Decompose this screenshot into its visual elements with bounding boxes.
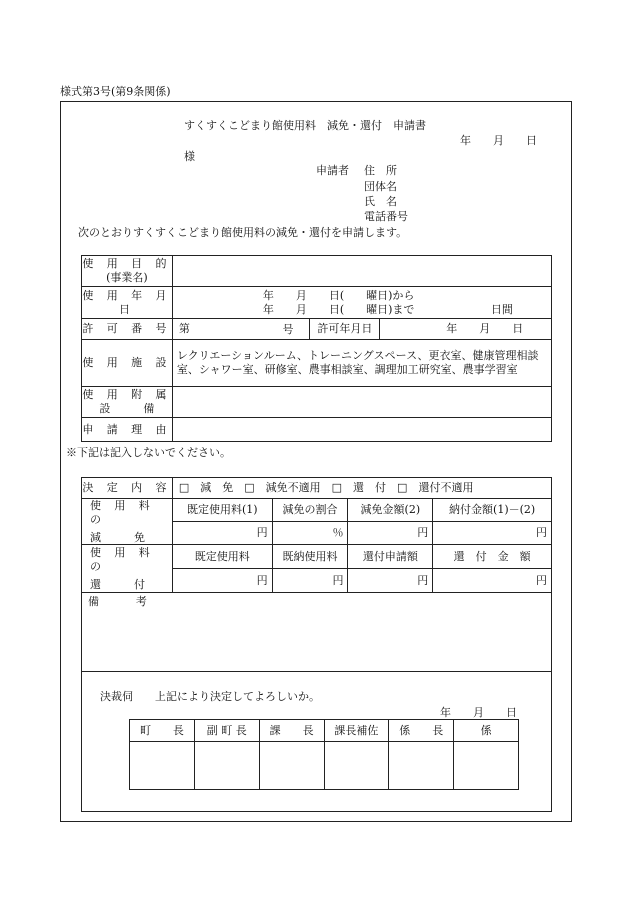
applicant-label: 申請者 [316,164,349,177]
refund-label: 使 用 料 の 還 付 [82,545,173,593]
permit-date-label: 許可年月日 [310,319,380,340]
approval-header: 町 長 [130,720,195,742]
remarks-label: 備 考 [88,595,152,609]
permit-number-input[interactable]: 第 号 [172,319,310,340]
applicant-address-label: 住 所 [364,164,397,177]
application-table [81,255,552,442]
equipment-row [82,387,552,418]
refund-header-row [82,545,552,569]
remarks-cell[interactable] [82,593,552,672]
reason-row [82,418,552,442]
approval-header: 課長補佐 [324,720,389,742]
equipment-input[interactable] [172,387,551,418]
date-from: 年 月 日( 曜日)から [262,288,415,302]
equipment-label: 使 用 附 属 設 備 [82,387,173,418]
reduction-value[interactable]: 円 [172,521,272,545]
refund-header: 既定使用料 [172,545,272,569]
stamp-box[interactable] [259,742,324,790]
remarks-row [82,593,552,672]
approval-stamp-row [130,742,519,790]
approval-stamp-table [129,719,519,790]
reason-label: 申 請 理 由 [82,418,173,442]
refund-header: 還付申請額 [348,545,433,569]
reduction-label: 使 用 料 の 減 免 [82,499,173,545]
refund-header: 還 付 金 額 [433,545,552,569]
stamp-box[interactable] [324,742,389,790]
date-input[interactable] [172,287,551,319]
purpose-row [82,256,552,287]
reduction-value[interactable]: 円 [433,521,552,545]
decision-options: □ 減 免 □ 減免不適用 □ 還 付 □ 還付不適用 [172,478,551,499]
reduction-value[interactable]: ％ [272,521,348,545]
approval-header: 係 長 [389,720,454,742]
refund-value[interactable]: 円 [433,569,552,593]
stamp-box[interactable] [454,742,519,790]
facility-row [82,340,552,387]
approval-header-row [130,720,519,742]
stamp-box[interactable] [194,742,259,790]
refund-value[interactable]: 円 [272,569,348,593]
decision-row [82,478,552,499]
approval-text: 決裁伺 上記により決定してよろしいか。 [100,690,320,703]
purpose-input[interactable] [172,256,551,287]
date-to: 年 月 日( 曜日)まで [262,302,415,316]
addressee-suffix: 様 [184,150,195,163]
reduction-header: 納付金額(1)－(2) [433,499,552,522]
approval-date: 年 月 日 [440,706,517,719]
page-title: すくすくこどまり館使用料 減免・還付 申請書 [184,119,426,132]
permit-label: 許 可 番 号 [82,319,173,340]
applicant-group-label: 団体名 [364,180,397,193]
reduction-header: 既定使用料(1) [172,499,272,522]
approval-header: 係 [454,720,519,742]
reduction-header-row [82,499,552,522]
reduction-header: 減免の割合 [272,499,348,522]
approval-header: 副 町 長 [194,720,259,742]
days-suffix: 日間 [490,302,513,316]
facility-label: 使 用 施 設 [82,340,173,387]
reason-input[interactable] [172,418,551,442]
date-row [82,287,552,319]
form-number: 様式第3号(第9条関係) [60,85,171,98]
decision-label: 決 定 内 容 [82,478,173,499]
applicant-phone-label: 電話番号 [364,210,408,223]
reduction-value[interactable]: 円 [348,521,433,545]
permit-date-input[interactable]: 年 月 日 [380,319,552,340]
stamp-box[interactable] [389,742,454,790]
approval-header: 課 長 [259,720,324,742]
stamp-box[interactable] [130,742,195,790]
refund-value[interactable]: 円 [348,569,433,593]
purpose-label: 使 用 目 的 (事業名) [82,256,173,287]
date-label: 使 用 年 月 日 [82,287,173,319]
refund-header: 既納使用料 [272,545,348,569]
applicant-name-label: 氏 名 [364,195,397,208]
reduction-header: 減免金額(2) [348,499,433,522]
refund-value[interactable]: 円 [172,569,272,593]
intro-text: 次のとおりすくすくこどまり館使用料の減免・還付を申請します。 [78,226,408,239]
facility-value: レクリエーションルーム、トレーニングスペース、更衣室、健康管理相談室、シャワー室、研修室、農事相談室、調理加工研究室、農事学習室 [172,340,551,387]
permit-row [82,319,552,340]
office-use-note: ※下記は記入しないでください。 [66,446,231,459]
date-line: 年 月 日 [460,134,537,147]
